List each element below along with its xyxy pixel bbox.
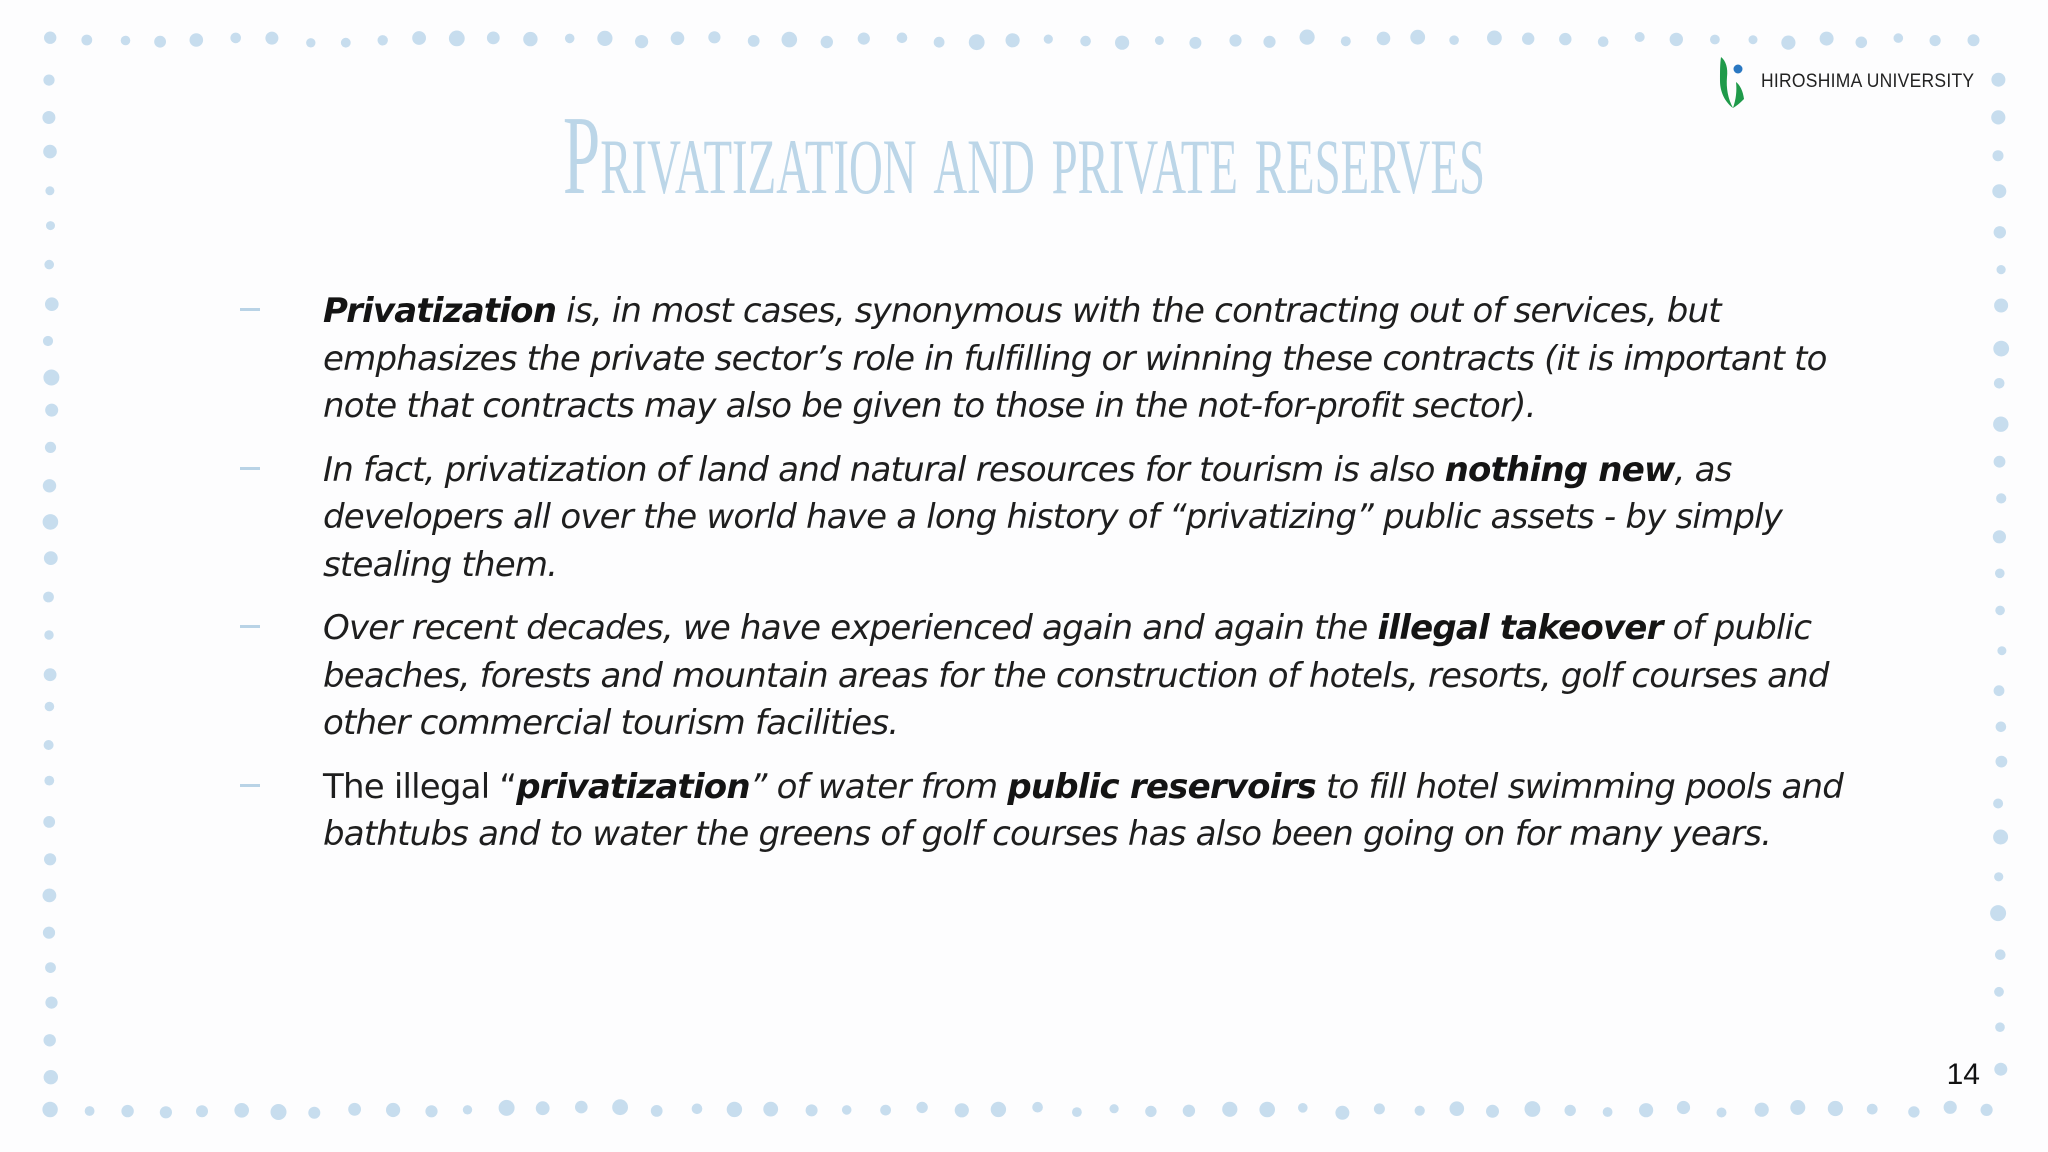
border-dot: [43, 514, 59, 530]
border-dot: [1565, 1105, 1576, 1116]
border-dot: [85, 1106, 95, 1116]
border-dot: [1298, 1103, 1308, 1113]
border-dot: [1080, 36, 1091, 47]
border-dot: [45, 702, 55, 712]
page-number: 14: [1946, 1058, 1980, 1091]
border-dot: [1992, 184, 2006, 198]
bullet-list: [240, 288, 1844, 875]
border-dot: [1991, 110, 2005, 124]
border-dot: [1968, 34, 1980, 46]
border-dot: [45, 962, 56, 973]
bullet-text: [323, 288, 1853, 431]
border-dot: [1374, 1103, 1385, 1114]
text-run: of public beaches, forests and mountain areas for the construction of hotels, resorts, golf courses and other commercial tourism facilities.: [323, 608, 1829, 743]
border-dot: [1867, 1104, 1878, 1115]
border-dot: [121, 1105, 133, 1117]
text-run: Over recent decades, we have experienced again and again the: [323, 608, 1378, 648]
border-dot: [708, 31, 720, 43]
border-dot: [154, 36, 166, 48]
border-dot: [1944, 1101, 1957, 1114]
border-dot: [1410, 30, 1425, 45]
border-dot: [1677, 1101, 1690, 1114]
border-dot: [1894, 33, 1904, 43]
border-dot: [1993, 150, 2004, 161]
border-dot: [265, 32, 278, 45]
border-dot: [1044, 35, 1053, 44]
border-dot: [43, 889, 57, 903]
border-dot: [1717, 1108, 1727, 1118]
dash-bullet-icon: [240, 784, 260, 787]
border-dot: [44, 853, 56, 865]
border-dot: [1993, 341, 2009, 357]
bold-term: privatization: [516, 766, 750, 807]
border-dot: [1155, 36, 1164, 45]
border-dot: [1790, 1100, 1805, 1115]
border-dot: [523, 32, 537, 46]
border-dot: [43, 927, 55, 939]
border-dot: [1072, 1107, 1082, 1117]
border-dot: [1996, 493, 2006, 503]
border-dot: [44, 630, 53, 639]
border-dot: [1994, 226, 2006, 238]
border-dot: [1110, 1104, 1119, 1113]
border-dot: [42, 1102, 57, 1117]
border-dot: [306, 38, 315, 47]
border-dot: [43, 145, 57, 159]
border-dot: [955, 1103, 969, 1117]
border-dot: [341, 38, 351, 48]
bullet-item: [240, 447, 1840, 590]
border-dot: [1994, 987, 2004, 997]
border-dot: [1300, 29, 1315, 44]
border-dot: [487, 32, 500, 45]
border-dot: [44, 1034, 56, 1046]
border-dot: [45, 404, 58, 417]
text-run: , as developers all over the world have a long history of “privatizing” public assets - by simply stealing them.: [323, 449, 1783, 585]
border-dot: [1990, 905, 2006, 921]
border-dot: [1749, 35, 1758, 44]
border-dot: [1115, 36, 1129, 50]
border-dot: [44, 776, 54, 786]
border-dot: [1635, 32, 1645, 42]
border-dot: [44, 551, 58, 565]
border-dot: [1450, 1101, 1465, 1116]
border-dot: [692, 1104, 703, 1115]
border-dot: [597, 31, 612, 46]
border-dot: [1263, 36, 1275, 48]
border-dot: [43, 479, 56, 492]
border-dot: [43, 592, 54, 603]
border-dot: [1993, 417, 2008, 432]
border-dot: [806, 1104, 818, 1116]
border-dot: [1598, 36, 1609, 47]
bold-term: illegal takeover: [1377, 608, 1663, 648]
border-dot: [897, 33, 908, 44]
bullet-text: [323, 447, 1853, 590]
border-dot: [1486, 1105, 1499, 1118]
border-dot: [1032, 1102, 1043, 1113]
border-dot: [81, 35, 92, 46]
text-run: is, in most cases, synonymous with the contracting out of services, but emphasizes the private sector’s role in fulfilling or winning these contracts (it is important to note that contracts may also be given to those in the not-for-profit sector).: [323, 291, 1827, 426]
border-dot: [1603, 1107, 1613, 1117]
border-dot: [44, 32, 56, 44]
border-dot: [1828, 1101, 1843, 1116]
border-dot: [160, 1106, 172, 1118]
border-dot: [121, 36, 131, 46]
border-dot: [1820, 32, 1834, 46]
border-dot: [1994, 685, 2005, 696]
border-dot: [671, 32, 685, 46]
text-run: ” of water from: [749, 766, 1008, 807]
border-dot: [1449, 35, 1459, 45]
border-dot: [45, 186, 54, 195]
border-dot: [1994, 456, 2006, 468]
border-dot: [463, 1105, 472, 1114]
border-dot: [934, 37, 945, 48]
text-run: In fact, privatization of land and natural resources for tourism is also: [323, 449, 1445, 490]
border-dot: [727, 1102, 742, 1117]
border-dot: [575, 1101, 588, 1114]
bullet-text: [323, 764, 1853, 859]
text-run: to fill hotel swimming pools and bathtubs and to water the greens of golf courses has also been going on for many years.: [323, 766, 1844, 854]
dash-bullet-icon: [240, 308, 260, 311]
border-dot: [1639, 1103, 1653, 1117]
border-dot: [1755, 1103, 1769, 1117]
border-dot: [45, 442, 56, 453]
border-dot: [196, 1105, 208, 1117]
border-dot: [1377, 32, 1391, 46]
border-dot: [1995, 569, 2005, 579]
border-dot: [308, 1107, 320, 1119]
border-dot: [1145, 1106, 1156, 1117]
border-dot: [1995, 1022, 2005, 1032]
border-dot: [1487, 31, 1502, 46]
bullet-item: [240, 764, 1844, 859]
border-dot: [916, 1102, 927, 1113]
border-dot: [43, 370, 59, 386]
border-dot: [1996, 756, 2008, 768]
hiroshima-university-emblem-icon: [1717, 55, 1751, 109]
border-dot: [782, 32, 798, 48]
border-dot: [378, 35, 388, 45]
border-dot: [1994, 378, 2005, 389]
border-dot: [1930, 35, 1941, 46]
border-dot: [1981, 1104, 1993, 1116]
border-dot: [763, 1102, 778, 1117]
border-dot: [1995, 606, 2005, 616]
border-dot: [44, 260, 54, 270]
border-dot: [748, 35, 760, 47]
border-dot: [1997, 265, 2006, 274]
border-dot: [1006, 33, 1020, 47]
border-dot: [536, 1101, 550, 1115]
logo-text: HIROSHIMA UNIVERSITY: [1761, 71, 1975, 92]
border-dot: [449, 31, 465, 47]
border-dot: [1996, 722, 2007, 733]
border-dot: [1222, 1102, 1237, 1117]
border-dot: [499, 1100, 515, 1116]
border-dot: [44, 740, 54, 750]
border-dot: [43, 816, 55, 828]
border-dot: [1710, 35, 1720, 45]
bullet-item: [240, 288, 1840, 431]
border-dot: [1908, 1106, 1919, 1117]
border-dot: [1559, 33, 1571, 45]
border-dot: [425, 1105, 437, 1117]
border-dot: [1997, 646, 2006, 655]
slide-title: Privatization and private reserves: [562, 94, 1486, 218]
border-dot: [1183, 1105, 1195, 1117]
border-dot: [1991, 73, 2005, 87]
border-dot: [1189, 37, 1201, 49]
border-dot: [234, 1103, 249, 1118]
border-dot: [1229, 34, 1241, 46]
text-run: The illegal “: [323, 766, 517, 807]
border-dot: [1259, 1102, 1275, 1118]
border-dot: [1994, 1063, 2007, 1076]
border-dot: [969, 34, 985, 50]
border-dot: [842, 1105, 852, 1115]
border-dot: [190, 33, 204, 47]
border-dot: [1993, 799, 2003, 809]
border-dot: [1781, 36, 1795, 50]
university-logo: [1717, 54, 1993, 110]
dash-bullet-icon: [240, 467, 260, 470]
border-dot: [44, 668, 57, 681]
border-dot: [991, 1102, 1006, 1117]
border-dot: [45, 997, 57, 1009]
border-dot: [858, 33, 870, 45]
border-dot: [271, 1104, 287, 1120]
border-dot: [1525, 1101, 1541, 1117]
border-dot: [45, 297, 59, 311]
border-dot: [46, 221, 55, 230]
border-dot: [565, 34, 575, 44]
border-dot: [43, 75, 54, 86]
border-dot: [43, 336, 53, 346]
border-dot: [612, 1099, 628, 1115]
border-dot: [651, 1105, 663, 1117]
border-dot: [1341, 36, 1351, 46]
border-dot: [1335, 1106, 1349, 1120]
border-dot: [42, 111, 55, 124]
bullet-item: [240, 605, 1840, 748]
border-dot: [1856, 37, 1868, 49]
bold-term: nothing new: [1444, 449, 1675, 490]
border-dot: [880, 1105, 891, 1116]
border-dot: [1993, 530, 2006, 543]
border-dot: [1994, 872, 2003, 881]
border-dot: [412, 31, 426, 45]
dash-bullet-icon: [240, 625, 260, 628]
border-dot: [44, 1070, 58, 1084]
bold-term: Privatization: [323, 291, 557, 331]
border-dot: [1994, 299, 2008, 313]
bold-term: public reservoirs: [1007, 766, 1316, 807]
border-dot: [635, 35, 648, 48]
border-dot: [1670, 33, 1683, 46]
border-dot: [348, 1103, 361, 1116]
border-dot: [230, 33, 241, 44]
border-dot: [1993, 830, 2008, 845]
border-dot: [1522, 33, 1534, 45]
border-dot: [1995, 949, 2006, 960]
border-dot: [386, 1103, 400, 1117]
border-dot: [821, 36, 833, 48]
border-dot: [1415, 1106, 1425, 1116]
bullet-text: [323, 605, 1853, 748]
